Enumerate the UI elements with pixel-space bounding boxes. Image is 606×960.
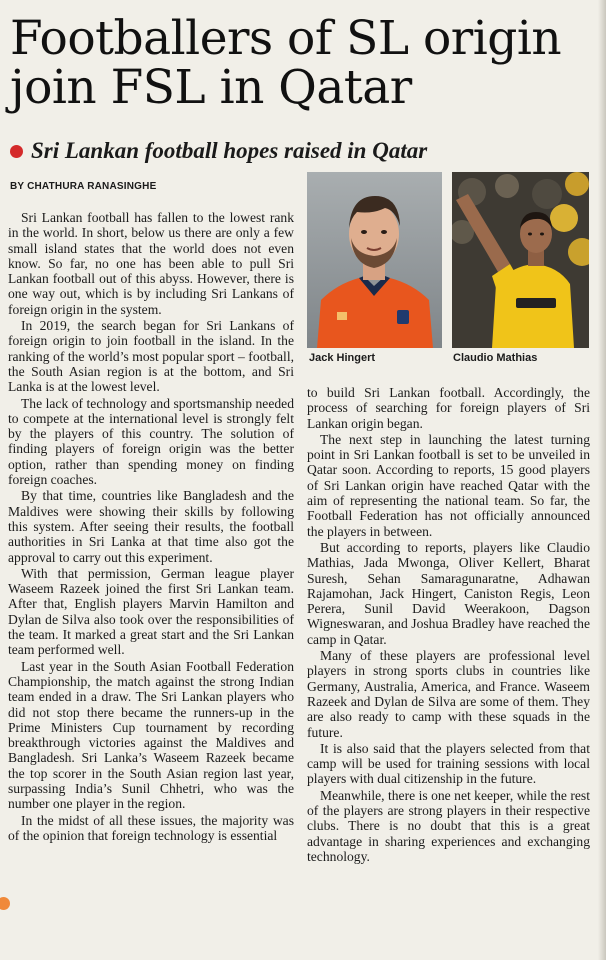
paragraph: Meanwhile, there is one net keeper, while the rest of the players are strong players in their respective clubs. There is no doubt that this is a great advantage in sharing experiences and exchanging technology. xyxy=(307,787,590,864)
subheadline-text: Sri Lankan football hopes raised in Qatar xyxy=(31,138,428,163)
subheadline xyxy=(10,138,596,164)
player-action-icon xyxy=(452,172,589,348)
paragraph: But according to reports, players like Claudio Mathias, Jada Mwonga, Oliver Kellert, Bharat Suresh, Sehan Samaragunaratne, Adhawan Rajamohan, Jack Hingert, Caniston Regis, Leon Perera, Sunil David Weerakoon, Dagson Wigneswaran, and Joshua Bradley have reached the camp in Qatar. xyxy=(307,539,590,647)
paragraph: By that time, countries like Bangladesh and the Maldives were showing their skills by following this system. After seeing their results, the football authorities in Sri Lanka at that time also got the approval to carry out this experiment. xyxy=(8,488,294,565)
paragraph: The next step in launching the latest turning point in Sri Lankan football is set to be unveiled in Qatar soon. According to reports, 15 good players of Sri Lankan origin have reached Qatar with the aim of representing the national team. So far, the Football Federation has not officially announced the players in between. xyxy=(307,431,590,539)
paragraph: In 2019, the search began for Sri Lankans of foreign origin to join football in the island. In the ranking of the world’s most popular sport – football, the South Asian region is at the bottom, and Sri Lanka is at the lowest level. xyxy=(8,318,294,395)
paragraph: It is also said that the players selected from that camp will be used for training sessions with local players with dual citizenship in the future. xyxy=(307,740,590,787)
player-portrait-icon xyxy=(307,172,442,348)
page-edge-shadow xyxy=(598,0,606,960)
paragraph: to build Sri Lankan football. Accordingly, the process of searching for foreign players of Sri Lankan origin began. xyxy=(307,385,590,431)
article-column-left xyxy=(8,210,294,844)
red-bullet-icon xyxy=(10,145,23,158)
photo-jack-hingert xyxy=(307,172,442,348)
paragraph: Many of these players are professional level players in strong sports clubs in countries like Germany, Australia, America, and France. Waseem Razeek and Dylan de Silva are some of them. They are also ready to camp with these squads in the future. xyxy=(307,648,590,740)
photo-caption: Claudio Mathias xyxy=(453,352,538,364)
paragraph: In the midst of all these issues, the majority was of the opinion that foreign technology is essential xyxy=(8,812,294,843)
headline: Footballers of SL origin join FSL in Qatar xyxy=(10,11,562,115)
paragraph: Last year in the South Asian Football Federation Championship, the match against the strong Indian team ended in a draw. The Sri Lankan players who did not stop there became the runners-up in the Prime Ministers Cup tournament by recording breakthrough victories against the Maldives and Bangladesh. Sri Lanka’s Waseem Razeek became the top scorer in the South Asian region last year, surpassing India’s Sunil Chhetri, who was the number one player in the region. xyxy=(8,658,294,812)
touch-indicator-icon xyxy=(0,897,10,910)
paragraph: The lack of technology and sportsmanship needed to compete at the international level is strongly felt by the players of this country. The solution of finding players of foreign origin was the better option, rather than spending money on finding foreign coaches. xyxy=(8,395,294,488)
byline: BY CHATHURA RANASINGHE xyxy=(10,181,157,192)
paragraph: With that permission, German league player Waseem Razeek joined the first Sri Lankan team. After that, English players Marvin Hamilton and Dylan de Silva also took over the responsibilities of the team. It marked a great start and the Sri Lankan team performed well. xyxy=(8,565,294,658)
article-column-right xyxy=(307,385,590,865)
photo-caption: Jack Hingert xyxy=(309,352,376,364)
paragraph: Sri Lankan football has fallen to the lowest rank in the world. In short, below us there are only a few small island states that the world does not even know. So far, no one has been able to pull Sri Lankan football out of this abyss. However, there is one way out, which is by including Sri Lankans of foreign origin in the system. xyxy=(8,210,294,317)
photo-claudio-mathias xyxy=(452,172,589,348)
